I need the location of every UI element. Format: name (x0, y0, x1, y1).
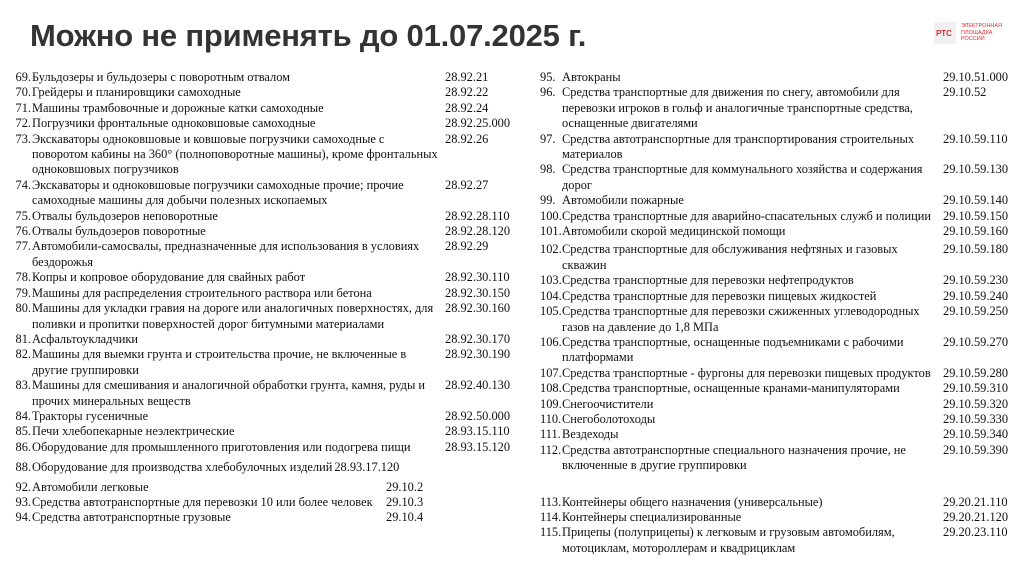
item-code: 29.10.59.390 (943, 442, 1009, 457)
list-item (540, 242, 1020, 273)
item-number: 108. (540, 381, 562, 396)
list-item (0, 460, 530, 475)
item-number: 104. (540, 288, 562, 303)
item-code: 28.92.24 (445, 100, 489, 115)
item-code: 29.10.59.130 (943, 162, 1009, 177)
item-text: Экскаваторы и одноковшовые погрузчики самоходные прочие; прочие самоходные машины для добычи полезных ископаемых (32, 177, 404, 208)
item-code: 29.10.59.330 (943, 411, 1009, 426)
item-text: Экскаваторы одноковшовые и ковшовые погрузчики самоходные с поворотом кабины на 360° (полноповоротные машины), кроме фронтальных одноковшовых погрузчиков (32, 131, 438, 177)
item-code: 28.92.28.110 (445, 208, 510, 223)
item-code: 29.10.59.160 (943, 224, 1009, 239)
item-code: 29.10.4 (386, 510, 424, 525)
list-item (0, 101, 530, 116)
item-text: Печи хлебопекарные неэлектрические (32, 424, 235, 439)
item-code: 29.10.59.270 (943, 334, 1009, 349)
item-number: 92. (15, 479, 31, 494)
item-text: Средства транспортные - фургоны для перевозки пищевых продуктов (562, 365, 931, 380)
list-item (0, 424, 530, 439)
item-code: 29.20.21.110 (943, 494, 1008, 509)
item-text: Автомобили-самосвалы, предназначенные для использования в условиях бездорожья (32, 239, 420, 269)
item-text: Машины для смешивания и аналогичной обработки грунта, камня, руды и прочих минеральных веществ (32, 378, 426, 408)
item-number: 107. (540, 365, 562, 380)
item-code: 28.92.30.150 (445, 285, 511, 300)
item-text: Копры и копровое оборудование для свайных работ (32, 270, 306, 285)
item-code: 28.92.25.000 (445, 116, 511, 131)
item-text: Погрузчики фронтальные одноковшовые самоходные (32, 116, 316, 131)
item-number: 98. (540, 162, 556, 177)
item-number: 96. (540, 85, 556, 100)
item-text: Тракторы гусеничные (32, 408, 149, 423)
item-text: Средства транспортные для движения по снегу, автомобили для перевозки игроков в гольф и аналогичные транспортные средства, оснащенные двигателями (562, 85, 913, 131)
item-text: Вездеходы (562, 427, 619, 442)
list-item (0, 286, 530, 301)
item-code: 28.92.40.130 (445, 378, 511, 393)
item-code: 29.10.2 (386, 479, 424, 494)
item-text: Средства транспортные, оснащенные кранами-манипуляторами (562, 381, 900, 396)
item-code: 29.10.59.180 (943, 242, 1009, 257)
item-text: Оборудование для производства хлебобулочных изделий (32, 460, 333, 475)
item-text: Машины для выемки грунта и строительства прочие, не включенные в другие группировки (32, 347, 407, 377)
item-text: Снегоочистители (562, 396, 654, 411)
item-number: 76. (15, 224, 31, 239)
list-item (0, 347, 530, 378)
item-number: 105. (540, 304, 562, 319)
logo-text: ЭЛЕКТРОННАЯ ПЛОЩАДКА РОССИИ (961, 23, 1003, 42)
list-item (540, 443, 1020, 474)
list-item (0, 70, 530, 85)
item-text: Автомобили скорой медицинской помощи (562, 224, 786, 239)
item-number: 77. (15, 239, 31, 254)
list-item (540, 412, 1020, 427)
list-item (540, 495, 1020, 510)
item-code: 29.10.51.000 (943, 70, 1009, 84)
item-number: 112. (540, 442, 562, 457)
item-text: Средства транспортные для перевозки пищевых жидкостей (562, 288, 877, 303)
item-text: Средства автотранспортные для транспортирования строительных материалов (562, 131, 915, 162)
item-number: 94. (15, 510, 31, 525)
item-number: 81. (15, 331, 31, 346)
item-number: 83. (15, 378, 31, 393)
item-text: Машины для распределения строительного раствора или бетона (32, 285, 372, 300)
item-number: 115. (540, 525, 562, 540)
item-number: 99. (540, 193, 556, 208)
item-text: Средства транспортные для аварийно-спасательных служб и полиции (562, 208, 931, 223)
list-item (540, 397, 1020, 412)
item-code: 29.10.59.280 (943, 365, 1009, 380)
list-item (540, 304, 1020, 335)
item-code: 29.10.59.110 (943, 131, 1008, 146)
item-number: 113. (540, 494, 562, 509)
item-code: 28.92.22 (445, 85, 489, 100)
item-code: 29.10.59.150 (943, 208, 1009, 223)
item-number: 101. (540, 224, 562, 239)
item-code: 28.92.30.190 (445, 347, 511, 362)
item-code: 28.92.21 (445, 70, 489, 84)
item-text: Автомобили пожарные (562, 193, 684, 208)
list-item (0, 480, 530, 495)
item-number: 103. (540, 273, 562, 288)
item-text: Машины трамбовочные и дорожные катки самоходные (32, 100, 324, 115)
item-number: 71. (15, 100, 31, 115)
list-item (0, 495, 530, 510)
item-code: 29.10.59.250 (943, 304, 1009, 319)
item-text: Бульдозеры и бульдозеры с поворотным отвалом (32, 70, 291, 84)
item-number: 73. (15, 131, 31, 146)
list-item (0, 132, 530, 178)
list-item (540, 335, 1020, 366)
item-code: 28.92.27 (445, 177, 489, 192)
list-item (0, 224, 530, 239)
item-number: 86. (15, 439, 31, 454)
item-text: Автокраны (562, 70, 621, 84)
item-number: 74. (15, 177, 31, 192)
item-code: 29.10.52 (943, 85, 987, 100)
item-number: 93. (15, 494, 31, 509)
item-code: 29.10.59.140 (943, 193, 1009, 208)
item-number: 72. (15, 116, 31, 131)
item-number: 109. (540, 396, 562, 411)
item-text: Контейнеры специализированные (562, 509, 742, 524)
item-code: 28.93.17.120 (334, 460, 400, 475)
item-code: 29.10.59.310 (943, 381, 1009, 396)
item-code: 28.92.26 (445, 131, 489, 146)
item-code: 28.92.50.000 (445, 408, 511, 423)
item-code: 28.92.30.110 (445, 270, 510, 285)
list-item (540, 525, 1020, 556)
item-text: Средства автотранспортные специального назначения прочие, не включенные в другие группировки (562, 442, 906, 473)
item-code: 29.10.3 (386, 494, 424, 509)
item-code: 29.20.21.120 (943, 509, 1009, 524)
right-list (540, 70, 1020, 556)
list-item (540, 381, 1020, 396)
item-text: Отвалы бульдозеров поворотные (32, 224, 206, 239)
item-text: Грейдеры и планировщики самоходные (32, 85, 241, 100)
list-item (540, 427, 1020, 442)
item-text: Отвалы бульдозеров неповоротные (32, 208, 218, 223)
item-text: Средства транспортные, оснащенные подъемниками с рабочими платформами (562, 334, 904, 365)
rts-logo (934, 22, 1014, 46)
item-code: 28.92.28.120 (445, 224, 511, 239)
item-code: 29.10.59.240 (943, 288, 1009, 303)
item-code: 29.10.59.320 (943, 396, 1009, 411)
item-number: 106. (540, 334, 562, 349)
list-item (540, 273, 1020, 288)
list-item (0, 510, 530, 525)
item-code: 28.93.15.120 (445, 439, 511, 454)
item-code: 29.20.23.110 (943, 525, 1008, 540)
item-number: 100. (540, 208, 562, 223)
item-number: 70. (15, 85, 31, 100)
item-code: 28.92.30.170 (445, 331, 511, 346)
list-item (540, 289, 1020, 304)
item-text: Средства транспортные для обслуживания нефтяных и газовых скважин (562, 242, 898, 272)
list-item (540, 162, 1020, 193)
item-code: 29.10.59.340 (943, 427, 1009, 442)
item-number: 95. (540, 70, 556, 84)
list-item (0, 178, 530, 209)
item-number: 110. (540, 411, 562, 426)
item-number: 79. (15, 285, 31, 300)
item-code: 29.10.59.230 (943, 273, 1009, 288)
list-item (0, 85, 530, 100)
list-item (0, 440, 530, 455)
item-number: 97. (540, 131, 556, 146)
list-item (540, 209, 1020, 224)
list-item (540, 193, 1020, 208)
item-number: 80. (15, 301, 31, 316)
item-text: Средства транспортные для перевозки сжиженных углеводородных газов на давление до 1,8 МПа (562, 304, 920, 334)
item-text: Средства транспортные для перевозки нефтепродуктов (562, 273, 854, 288)
item-code: 28.92.30.160 (445, 301, 511, 316)
left-list (0, 70, 530, 526)
item-text: Асфальтоукладчики (32, 331, 138, 346)
list-item (540, 510, 1020, 525)
list-item (0, 270, 530, 285)
item-text: Автомобили легковые (32, 479, 149, 494)
item-code: 28.93.15.110 (445, 424, 510, 439)
logo-mark: РТС (936, 29, 952, 38)
list-item (540, 85, 1020, 131)
list-item (540, 224, 1020, 239)
item-number: 78. (15, 270, 31, 285)
item-number: 84. (15, 408, 31, 423)
item-number: 69. (15, 70, 31, 84)
list-item (0, 116, 530, 131)
item-number: 85. (15, 424, 31, 439)
item-text: Средства автотранспортные для перевозки 10 или более человек (32, 494, 373, 509)
list-item (0, 378, 530, 409)
list-item (0, 209, 530, 224)
item-text: Средства автотранспортные грузовые (32, 510, 231, 525)
list-item (540, 366, 1020, 381)
item-number: 82. (15, 347, 31, 362)
page-title: Можно не применять до 01.07.2025 г. (30, 18, 587, 53)
item-text: Снегоболотоходы (562, 411, 656, 426)
list-item (0, 239, 530, 270)
item-number: 114. (540, 509, 562, 524)
item-number: 102. (540, 242, 562, 257)
item-text: Средства транспортные для коммунального хозяйства и содержания дорог (562, 162, 923, 192)
list-item (0, 409, 530, 424)
item-code: 28.92.29 (445, 239, 489, 254)
list-item (540, 132, 1020, 163)
item-number: 111. (540, 427, 561, 442)
logo-box (934, 22, 956, 44)
item-number: 88. (15, 460, 31, 475)
list-item (0, 332, 530, 347)
item-text: Машины для укладки гравия на дороге или аналогичных поверхностях, для поливки и пропитки поверхностей дорог битумными материалами (32, 301, 434, 331)
item-text: Прицепы (полуприцепы) к легковым и грузовым автомобилям, мотоциклам, мотороллерам и квадрициклам (562, 525, 895, 555)
item-number: 75. (15, 208, 31, 223)
list-item (540, 70, 1020, 85)
item-text: Контейнеры общего назначения (универсальные) (562, 494, 823, 509)
item-text: Оборудование для промышленного приготовления или подогрева пищи (32, 439, 411, 454)
list-item (0, 301, 530, 332)
